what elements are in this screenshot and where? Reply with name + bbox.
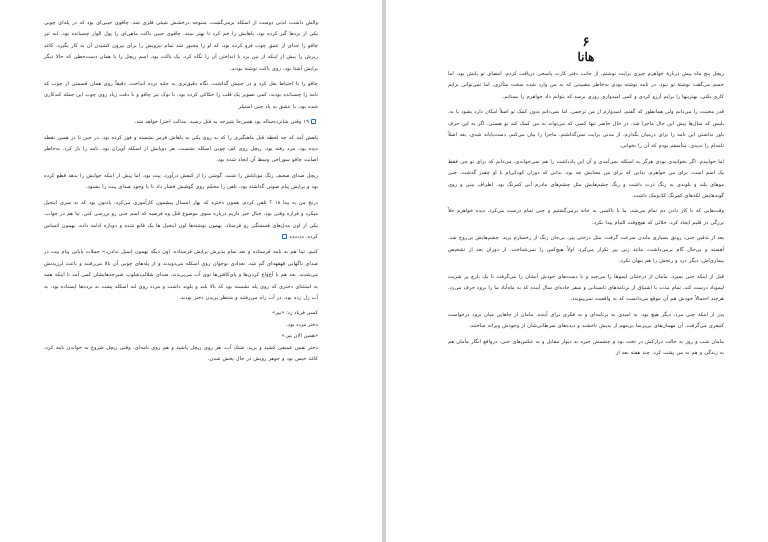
- right-paragraph-1: ریچل پنج ماه پیش دربارهٔ خواهرم چیزی برایت نوشتم. از جانب دفتر کارت پاسخی دریافت کردم. امضای تو پایش بود. اما حسم می‌گفت نوشتهٔ تو نبود. در نامه نوشته بودی به‌خاطر مصیبتی که به من وارد شده سخت متأثری. اما نمی‌توانی برایم کاری بکنی. بهترینها را برایم آرزو کردی و کمی امیدواری روزی برسد که بتوانم داد خواهرم را بستانم.: [448, 71, 724, 100]
- left-page: [0, 0, 382, 542]
- left-paragraph-6-text: درتخ من به پینا ۱۸ ؟ تلفن کردم. همون دختره که بهار امسال پیشمون کارآموزی می‌کرد، یادتون بود که به سری اینجیل میکرد و قراره وقتی بود. جبال خبر داریم درباره سوی موضوع قتل وه فرضیه که اسم جنی رو بررسی کنی. تیا هم در جواب، یکی از اون مدل‌های قسمتگی رو فرستاد. بهمون نوشته‌ها اون اینجیل ‌ها یک قانع شده و دوباره ادامه داده. بهمون اتساس کرده. ددت‌ده‌: [44, 199, 318, 240]
- left-paragraph-4: پاهش آمد که چه لحظه قبل ماهیگیری را که به روی یکی به پاهاش فرمز نشسته و فوز کرده بود. در جین تا در همین نقطه دیده بود. مرد رفته بود. ریچل روی کف چوبی اسکله نشست. هر دوپایش از اسکله آویزان بود. نامه را باز کرد. به‌خاطر اصابت چاقو سوراخی وسط آن ایجاد شده بود.: [44, 134, 318, 164]
- left-paragraph-6: [44, 198, 318, 244]
- chapter-title: هانا: [577, 50, 595, 64]
- footnote-marker-icon[interactable]: [311, 119, 316, 124]
- left-paragraph-1: والش داشت، لذتی دوست از اسکله برمی‌گشت، منتوجه درخشش شیئی فلزی شد. چاقوی جیبی‌ای بود که در پله‌ای چوبی یکی از بردها گیر کرده بود. پاهایش را خم کرد تا بهتر ببیند. چاقوی جیبی باکت ماهی‌ای را پول الوار چسبانده بود. لبه تیز چاقو را جدای از عمق چوب فرو کرده بود، که او را مجبور شد تمام نیرویش را برای بیرون کشیدن آن به کار بگیرد. کاغذ زیرش را بیش از اینکه از بین برد با انداختن آن را نگاه کرد. یک باکت بود. اسم ریچل را با همان دست‌خطی که حالا دیگر برایش آشنا بود، روی باکت نوشته بودند.: [44, 20, 318, 72]
- right-paragraph-5: بعد از تدفین جنی، رونق بسیاری ماندن سرعت گرفت. مثل درختی پیر، بی‌جان رنگ از رخسارم پرید. چشم‌هایش بی‌روح شد. آهسته و بی‌حال گام برمی‌داشت. مانند زنی پیر تکرار می‌کرد. اولاً هیچ‌کس را نمی‌شناخت. از دوران بعد از تشخیص بیماری‌اش، دیگر درد و رنجش را هم پنهان نکرد.: [448, 235, 724, 265]
- left-paragraph-8: دختر نفس عمیقی کشید و پرید. شتک آب، هر روی ریچل پاشید و هم روی نامه‌ای. وقتی ریچل شروع به خواندن نامه کرد، کاغذ خیس بود و جوهر رویش در حال پخش شدن.: [44, 344, 318, 362]
- left-paragraph-3: [44, 117, 318, 128]
- dialogue-line-1: کسی فریاد زد: «بپر»: [272, 310, 318, 317]
- right-paragraph-6: قبل از اینکه جنی بمیرد، مامان از درختتان لیموها را می‌چید و با دست‌های خودش آبشان را می‌گرفت تا یک بارچ پر شربت لیموناد درست کند. تمام مدت با اشتیاق از برنامه‌های تابستانی و سفر جاده‌ای سال آینده که به ماه‌آباد ما را برود حرف می‌زد. هرچند احتمالاً خودش هم آن موقع می‌دانست که به واقعیت نمی‌پیوندد.: [448, 273, 724, 303]
- right-paragraph-3: اما خوابیدم. اگر بخوانیدی بودی هرگز به اسکله نمی‌آمدی و آن این یادداشت را هم نمی‌خواندی. می‌دانم که برای تو چی فقط یک اسم است. برای من خواهرم. بدانی که برای من معنایش چه بود. بدانی که دوران کودکی‌ام با او چقدر گذشت. جنی موهای بلند و بلوندی به رنگ ذرت داشت و رنگ چشم‌هایش مثل چشم‌های مادرم آبی کمرنگ بود. اطراف بینی و روی گونه‌هایش لکه‌های کمرنگ کک‌ومک داشت.: [448, 158, 724, 200]
- right-page: [386, 0, 768, 542]
- chapter-number: ۶: [582, 35, 590, 50]
- right-paragraph-2: قدر محبتت را می‌دانم ولی همانطور که گفتم، امیدوارم از من ترجمی. اما نمی‌دانم بدون کمک تو اصلاً امکان دارد بشود یا نه. بلیس که سال‌ها پیش این حال ماجرا شد. در حال حاضر تنها کسی که می‌تواند به من کمک کند تو هستی. اگر به این حرف باور نداشتی این نامه را برای درمیان بگذارم. از مدتی برایت تمی‌گذاشتم. ماجرا را بیان می‌کنم. دست‌یابانه شدی. بعد اصلاً نامه‌ام را ندیدی. متأسفم بودم که آن را بخوانی.: [448, 109, 724, 150]
- right-paragraph-8: مامان شب و روز به حالت درازکش در تخت بود و چشمش خیره به دیوار مقابل و به عکس‌های جنی. درواقع انگار مامان هم به زندگی و هم به من پشت کرد. چند هفته بعد از: [448, 338, 724, 356]
- dialogue-line-3: «همین الان بپر.»: [281, 333, 318, 340]
- right-paragraph-4: وقت‌هایی که با کار دادن دم تمام می‌شد، ما با تاکسی به خانه برمی‌گشتیم و جنی تمام درست می‌کرد. دیده خواهرم خلاً برزگی در قلبم ایجاد کرد. خلائی که هیچ‌وقت التیام پیدا نکرد.: [448, 208, 724, 226]
- left-paragraph-3-text: ۱۹ وقتی شانزده‌ساله بود همین‌جا شیرجه به قتل رسید. مدالت احترا خواهد شد.: [134, 119, 309, 126]
- dialogue-line-2: دختر مردد بود.: [286, 321, 318, 328]
- left-paragraph-7: کنیم. تینا هم به نامه فرستاده و بعد تمام پذیرش برایش فرستاده. اون دیگه بهمون ایمیل ندادن،» جملات پایانی پیام پیت در صدای ناگهانی قهقهه‌ای گم شد. تعدادی نوجوان روی اسکله می‌دویدند و از پله‌های چوبی آن بالا می‌رفتند و باعث لرزیدنش می‌شدند. بعد هم با آخ‌واخ کردن‌ها و پای‌کافتن‌ها توی آب می‌پریدند. صدای شلالپ‌شلوپ شیرجه‌هایشان کمی آمد تا اینکه همه به استثنای دختری که روی پله نشسته بود که بالا بلند و بلوند داشت و مردد روی لبه اسکله پشت به نرده‌ها ایستاده بود. به آب زل زده بود. در آب راه می‌رفتند و منتظر پریدن دختر بودند.: [44, 249, 318, 301]
- footnote-marker-icon[interactable]: [282, 234, 287, 239]
- right-paragraph-7: پدر از اینکه جنی مرد، دیگر هیچ بود. به امیدی به برنامه‌ای و به فکری برای آینده. مامان از جاهایی میان برود درخواست کتیفری می‌گرفت. آن مهمان‌های بی‌پرسا بی‌مهم از بدیش ناخشند و دیده‌های سرطانی‌شان از وجودش وبرانه ساختند.: [448, 311, 724, 330]
- left-paragraph-5: ریچل صدای ضعیف زنگ موبایلش را شنید. گوشی را از کیفش درآورد. پیت بود. اما پیش از اینکه جوابش را بدهد قطع کرده بود و برایش پیام صوتی گذاشته بود. تلفن را محکم روی گوشش فشار داد تا با وجود صدای پیت را بشنود.: [44, 172, 318, 191]
- left-paragraph-2: چاقو را با احتیاط بغل کرد و در جیبش گذاشت. نگاه دقیق‌تری به جلبه نرده انداخت. دقیقاً روی همان قسمتی از چوب که نامه را چسبانده بودند، کمی تصویر یک قلب را حکاکی کرده بود. با نوک تیز چاقو و با دقت زیاد روی چوب این جمله کندکاری شده بود. با عشق به یاد جنی استپلر: [44, 81, 318, 110]
